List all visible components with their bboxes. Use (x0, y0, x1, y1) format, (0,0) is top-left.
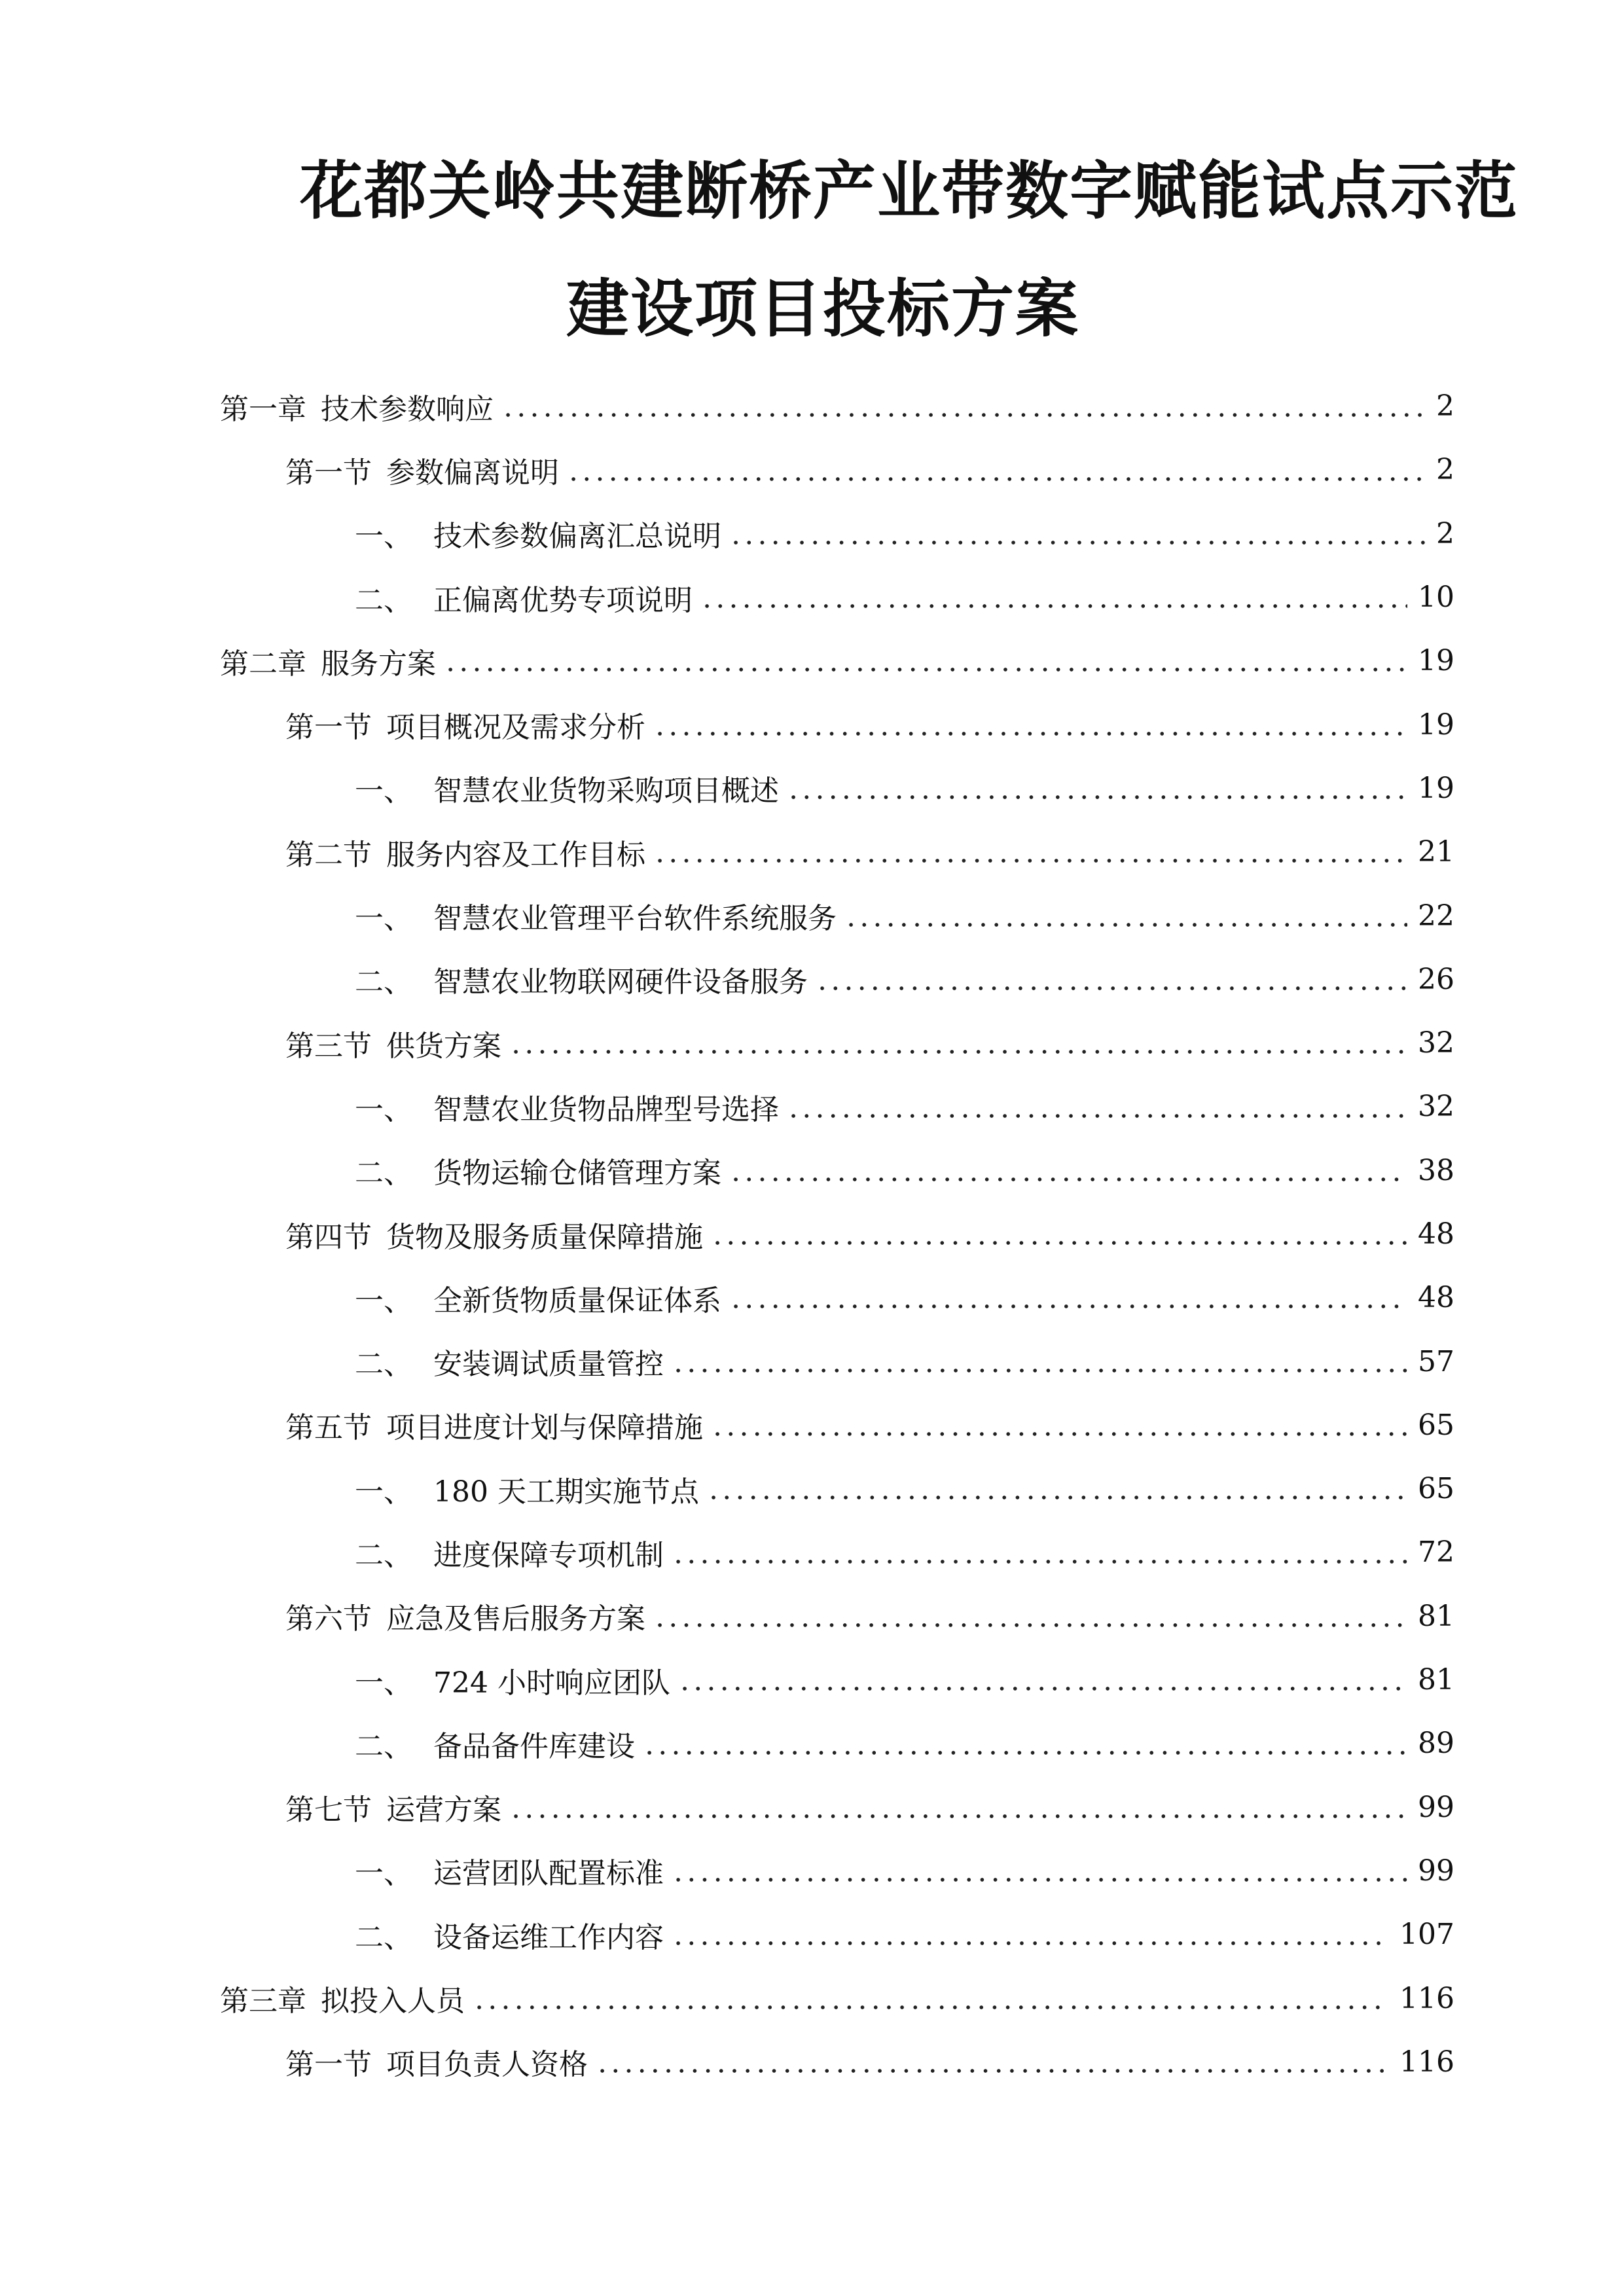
toc-entry-page-number: 32 (1418, 1090, 1454, 1124)
toc-entry-page-number: 72 (1418, 1535, 1454, 1570)
toc-dot-leader (729, 539, 1426, 546)
toc-entry[interactable] (220, 1457, 1454, 1520)
toc-entry[interactable] (220, 820, 1454, 884)
toc-entry[interactable] (220, 757, 1454, 820)
toc-entry-page-number: 81 (1418, 1599, 1454, 1633)
toc-entry-page-number: 10 (1418, 581, 1454, 615)
toc-entry-label: 运营团队配置标准 (433, 1857, 664, 1891)
toc-entry-label: 项目负责人资格 (386, 2048, 588, 2082)
toc-entry-label: 技术参数偏离汇总说明 (433, 520, 721, 554)
toc-entry-label: 服务内容及工作目标 (386, 838, 645, 872)
toc-entry-label: 安装调试质量管控 (433, 1348, 664, 1382)
toc-entry[interactable] (220, 1202, 1454, 1266)
toc-entry[interactable] (220, 1966, 1454, 2030)
toc-entry-page-number: 65 (1418, 1408, 1454, 1442)
toc-entry-label: 180 天工期实施节点 (433, 1475, 699, 1509)
toc-entry-page-number: 26 (1418, 962, 1454, 996)
toc-entry-page-number: 32 (1418, 1026, 1454, 1060)
toc-entry-page-number: 65 (1418, 1472, 1454, 1506)
toc-entry-label: 货物及服务质量保障措施 (386, 1220, 703, 1254)
toc-dot-leader (844, 922, 1407, 928)
toc-entry[interactable] (220, 948, 1454, 1011)
toc-entry[interactable] (220, 374, 1454, 438)
toc-entry-number: 第五节 (285, 1411, 372, 1445)
toc-dot-leader (729, 1303, 1407, 1310)
toc-entry-number: 第三节 (285, 1029, 372, 1063)
toc-dot-leader (473, 2004, 1389, 2011)
toc-entry-label: 设备运维工作内容 (433, 1920, 664, 1954)
toc-dot-leader (672, 1367, 1407, 1374)
toc-entry-number: 一、 (355, 902, 412, 936)
toc-dot-leader (643, 1749, 1407, 1756)
toc-entry[interactable] (220, 1712, 1454, 1775)
toc-dot-leader (509, 1049, 1407, 1055)
toc-entry-label: 智慧农业货物品牌型号选择 (433, 1092, 779, 1126)
toc-entry-number: 一、 (355, 774, 412, 808)
toc-entry-label: 应急及售后服务方案 (386, 1602, 645, 1636)
toc-entry-page-number: 19 (1418, 771, 1454, 805)
toc-entry-page-number: 48 (1418, 1217, 1454, 1251)
toc-entry[interactable] (220, 2030, 1454, 2094)
toc-dot-leader (707, 1494, 1407, 1501)
toc-dot-leader (501, 412, 1426, 418)
toc-entry[interactable] (220, 1075, 1454, 1138)
toc-entry-label: 货物运输仓储管理方案 (433, 1157, 721, 1191)
toc-dot-leader (787, 1113, 1407, 1119)
toc-dot-leader (653, 730, 1407, 737)
toc-entry-page-number: 107 (1399, 1918, 1454, 1952)
toc-entry-number: 一、 (355, 1475, 412, 1509)
toc-dot-leader (700, 603, 1407, 609)
toc-entry-number: 第七节 (285, 1793, 372, 1827)
toc-entry-label: 运营方案 (386, 1793, 501, 1827)
toc-entry-page-number: 48 (1418, 1281, 1454, 1315)
toc-entry-number: 二、 (355, 583, 412, 617)
toc-entry-number: 一、 (355, 520, 412, 554)
toc-entry-page-number: 99 (1418, 1790, 1454, 1824)
toc-dot-leader (672, 1876, 1407, 1883)
toc-entry-page-number: 21 (1418, 835, 1454, 869)
toc-dot-leader (729, 1176, 1407, 1183)
toc-entry[interactable] (220, 1011, 1454, 1075)
toc-entry-page-number: 22 (1418, 899, 1454, 933)
toc-entry-number: 一、 (355, 1283, 412, 1318)
toc-entry-number: 二、 (355, 1157, 412, 1191)
toc-entry-page-number: 2 (1436, 516, 1454, 550)
toc-entry-number: 第一节 (285, 456, 372, 490)
toc-entry[interactable] (220, 1839, 1454, 1903)
toc-dot-leader (567, 476, 1426, 482)
toc-entry-number: 二、 (355, 965, 412, 999)
toc-entry-number: 第一节 (285, 711, 372, 745)
toc-entry[interactable] (220, 1520, 1454, 1584)
toc-entry-page-number: 81 (1418, 1663, 1454, 1697)
toc-entry-label: 智慧农业货物采购项目概述 (433, 774, 779, 808)
toc-entry-page-number: 19 (1418, 644, 1454, 678)
toc-entry-page-number: 99 (1418, 1854, 1454, 1888)
document-title-line-2: 建设项目投标方案 (566, 272, 1079, 346)
toc-dot-leader (672, 1558, 1407, 1565)
toc-entry-number: 第四节 (285, 1220, 372, 1254)
toc-entry-label: 服务方案 (321, 647, 436, 681)
toc-entry[interactable] (220, 1139, 1454, 1202)
toc-entry-label: 724 小时响应团队 (433, 1666, 670, 1700)
toc-entry-number: 二、 (355, 1729, 412, 1763)
toc-entry[interactable] (220, 692, 1454, 756)
toc-entry-number: 第一节 (285, 2048, 372, 2082)
table-of-contents (220, 374, 1454, 2094)
toc-entry-label: 智慧农业物联网硬件设备服务 (433, 965, 808, 999)
toc-dot-leader (787, 794, 1407, 800)
toc-entry-number: 第二节 (285, 838, 372, 872)
toc-entry-page-number: 2 (1436, 389, 1454, 423)
document-title-line-1: 花都关岭共建断桥产业带数字赋能试点示范 (300, 154, 1519, 228)
toc-entry-number: 二、 (355, 1538, 412, 1572)
toc-entry-page-number: 19 (1418, 708, 1454, 742)
toc-entry-label: 项目概况及需求分析 (386, 711, 645, 745)
toc-dot-leader (711, 1240, 1407, 1246)
toc-entry[interactable] (220, 1329, 1454, 1393)
toc-entry-label: 拟投入人员 (321, 1984, 465, 2018)
toc-entry[interactable] (220, 884, 1454, 947)
toc-entry-number: 一、 (355, 1666, 412, 1700)
toc-entry[interactable] (220, 1393, 1454, 1457)
toc-dot-leader (711, 1431, 1407, 1437)
toc-entry-number: 二、 (355, 1920, 412, 1954)
toc-dot-leader (672, 1940, 1389, 1946)
toc-entry[interactable] (220, 1585, 1454, 1648)
toc-entry-number: 第六节 (285, 1602, 372, 1636)
toc-entry-number: 第三章 (220, 1984, 306, 2018)
toc-entry[interactable] (220, 1266, 1454, 1329)
toc-entry[interactable] (220, 629, 1454, 692)
toc-entry-label: 进度保障专项机制 (433, 1538, 664, 1572)
toc-entry-page-number: 116 (1399, 2045, 1454, 2079)
toc-entry-number: 一、 (355, 1857, 412, 1891)
toc-entry-number: 一、 (355, 1092, 412, 1126)
toc-entry[interactable] (220, 565, 1454, 629)
toc-dot-leader (444, 666, 1407, 673)
toc-entry-label: 供货方案 (386, 1029, 501, 1063)
toc-dot-leader (509, 1813, 1407, 1820)
toc-entry-page-number: 38 (1418, 1153, 1454, 1187)
toc-entry-page-number: 89 (1418, 1727, 1454, 1761)
toc-dot-leader (653, 1622, 1407, 1628)
toc-entry-number: 第一章 (220, 392, 306, 426)
toc-entry-page-number: 57 (1418, 1344, 1454, 1378)
toc-entry[interactable] (220, 438, 1454, 501)
toc-entry-label: 智慧农业管理平台软件系统服务 (433, 902, 837, 936)
toc-entry[interactable] (220, 1648, 1454, 1712)
toc-entry-page-number: 116 (1399, 1981, 1454, 2015)
toc-entry-number: 二、 (355, 1348, 412, 1382)
toc-dot-leader (653, 857, 1407, 864)
toc-entry-label: 项目进度计划与保障措施 (386, 1411, 703, 1445)
toc-entry-label: 全新货物质量保证体系 (433, 1283, 721, 1318)
toc-entry-page-number: 2 (1436, 453, 1454, 487)
toc-entry[interactable] (220, 1776, 1454, 1839)
toc-entry-label: 技术参数响应 (321, 392, 494, 426)
toc-entry-label: 参数偏离说明 (386, 456, 559, 490)
toc-dot-leader (678, 1685, 1407, 1692)
toc-entry-number: 第二章 (220, 647, 306, 681)
toc-dot-leader (596, 2068, 1389, 2074)
toc-entry[interactable] (220, 502, 1454, 565)
toc-entry-label: 正偏离优势专项说明 (433, 583, 693, 617)
toc-dot-leader (816, 985, 1407, 992)
toc-entry-label: 备品备件库建设 (433, 1729, 635, 1763)
toc-entry[interactable] (220, 1903, 1454, 1966)
